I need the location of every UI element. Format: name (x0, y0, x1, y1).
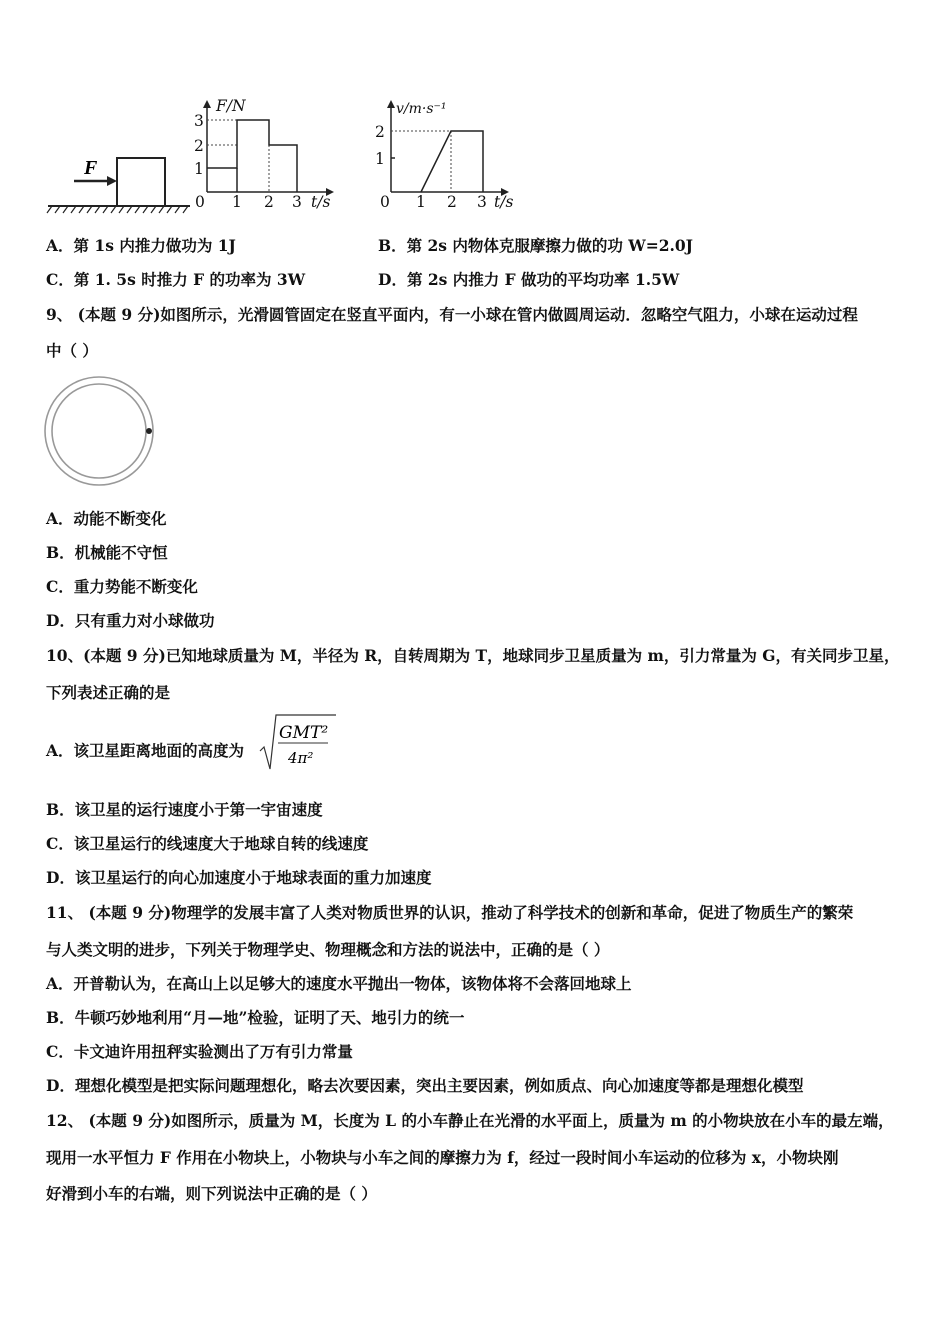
v-tick-1: 1 (375, 150, 385, 168)
v-x-tick-2: 2 (447, 193, 457, 211)
f-x-tick-0: 0 (195, 193, 205, 211)
q9-option-b: B．机械能不守恒 (46, 543, 168, 562)
q11-option-c: C．卡文迪许用扭秤实验测出了万有引力常量 (46, 1042, 353, 1061)
q8-option-a: A．第 1s 内推力做功为 1J (46, 236, 236, 255)
q10-option-d: D．该卫星运行的向心加速度小于地球表面的重力加速度 (46, 868, 432, 887)
velocity-curve (421, 131, 483, 192)
q10-option-a-formula (258, 713, 338, 771)
force-step-curve (207, 120, 297, 192)
force-label: F (84, 157, 98, 179)
q9-option-d: D．只有重力对小球做功 (46, 611, 215, 630)
v-x-tick-1: 1 (416, 193, 426, 211)
formula-numerator: GMT² (279, 723, 329, 743)
q11-option-d: D．理想化模型是把实际问题理想化，略去次要因素，突出主要因素，例如质点、向心加速度等都是理想化模型 (46, 1076, 804, 1095)
f-axis-label: F/N (216, 97, 246, 115)
q8-option-d: D．第 2s 内推力 F 做功的平均功率 1.5W (378, 270, 680, 289)
q11-option-a: A．开普勒认为，在高山上以足够大的速度水平抛出一物体，该物体将不会落回地球上 (46, 974, 632, 993)
q12-stem-line-3: 好滑到小车的右端，则下列说法中正确的是（ ） (46, 1184, 377, 1203)
q9-stem-line-1: 9、 (本题 9 分)如图所示，光滑圆管固定在竖直平面内，有一小球在管内做圆周运动．忽略空气阻力，小球在运动过程 (46, 305, 858, 324)
v-axis-label: v/m·s⁻¹ (396, 101, 447, 117)
f-x-tick-3: 3 (292, 193, 302, 211)
q10-stem-line-1: 10、(本题 9 分)已知地球质量为 M，半径为 R，自转周期为 T，地球同步卫星质量为 m，引力常量为 G，有关同步卫星， (46, 646, 900, 665)
q10-option-b: B．该卫星的运行速度小于第一宇宙速度 (46, 800, 323, 819)
q9-option-c: C．重力势能不断变化 (46, 577, 198, 596)
q8-option-b: B．第 2s 内物体克服摩擦力做的功 W=2.0J (378, 236, 693, 255)
q11-stem-line-2: 与人类文明的进步，下列关于物理学史、物理概念和方法的说法中，正确的是（ ） (46, 940, 610, 959)
f-tick-2: 2 (194, 137, 204, 155)
v-x-axis-label: t/s (494, 193, 514, 211)
q9-stem-line-2: 中（ ） (46, 341, 98, 360)
block (117, 158, 165, 206)
v-x-tick-0: 0 (380, 193, 390, 211)
f-tick-1: 1 (194, 160, 204, 178)
q11-option-b: B．牛顿巧妙地利用“月—地”检验，证明了天、地引力的统一 (46, 1008, 465, 1027)
f-x-axis-label: t/s (311, 193, 331, 211)
q10-stem-line-2: 下列表述正确的是 (46, 683, 171, 702)
v-x-tick-3: 3 (477, 193, 487, 211)
q10-option-c: C．该卫星运行的线速度大于地球自转的线速度 (46, 834, 369, 853)
formula-denominator: 4π² (288, 749, 314, 767)
q12-stem-line-2: 现用一水平恒力 F 作用在小物块上，小物块与小车之间的摩擦力为 f，经过一段时间小车运动的位移为 x，小物块刚 (46, 1148, 839, 1167)
q10-option-a: A．该卫星距离地面的高度为 (46, 741, 245, 760)
f-x-tick-2: 2 (264, 193, 274, 211)
ball (146, 428, 152, 434)
v-tick-2: 2 (375, 123, 385, 141)
q8-option-c: C．第 1. 5s 时推力 F 的功率为 3W (46, 270, 306, 289)
q9-circular-tube-figure (42, 374, 158, 490)
f-tick-3: 3 (194, 112, 204, 130)
q12-stem-line-1: 12、 (本题 9 分)如图所示，质量为 M，长度为 L 的小车静止在光滑的水平面上，质量为 m 的小物块放在小车的最左端， (46, 1111, 894, 1130)
q9-option-a: A．动能不断变化 (46, 509, 167, 528)
f-x-tick-1: 1 (232, 193, 242, 211)
q11-stem-line-1: 11、 (本题 9 分)物理学的发展丰富了人类对物质世界的认识，推动了科学技术的创新和革命，促进了物质生产的繁荣 (46, 903, 854, 922)
